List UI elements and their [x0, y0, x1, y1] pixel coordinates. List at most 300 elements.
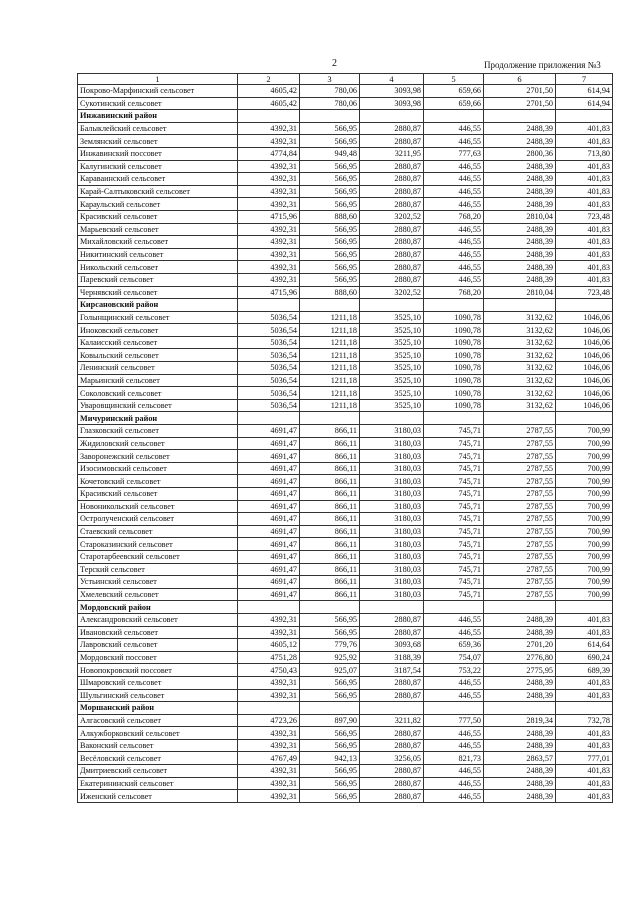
empty-cell: [360, 412, 424, 425]
value-cell: 4392,31: [238, 613, 300, 626]
table-row: [78, 349, 613, 362]
value-cell: 777,50: [424, 714, 484, 727]
value-cell: 2488,39: [484, 223, 556, 236]
value-cell: 2880,87: [360, 790, 424, 803]
value-cell: 446,55: [424, 198, 484, 211]
value-cell: 700,99: [556, 437, 613, 450]
value-cell: 401,83: [556, 185, 613, 198]
value-cell: 2787,55: [484, 538, 556, 551]
value-cell: 1046,06: [556, 387, 613, 400]
value-cell: 2488,39: [484, 739, 556, 752]
value-cell: 566,95: [300, 261, 360, 274]
value-cell: 566,95: [300, 765, 360, 778]
value-cell: 754,07: [424, 651, 484, 664]
value-cell: 2787,55: [484, 550, 556, 563]
value-cell: 2488,39: [484, 198, 556, 211]
table-row: [78, 198, 613, 211]
value-cell: 1090,78: [424, 387, 484, 400]
value-cell: 2488,39: [484, 173, 556, 186]
value-cell: 777,01: [556, 752, 613, 765]
value-cell: 4392,31: [238, 173, 300, 186]
empty-cell: [556, 702, 613, 715]
value-cell: 2787,55: [484, 450, 556, 463]
value-cell: 659,36: [424, 639, 484, 652]
value-cell: 2488,39: [484, 160, 556, 173]
municipality-name: Заворонежский сельсовет: [78, 450, 238, 463]
municipality-name: Красивский сельсовет: [78, 210, 238, 223]
value-cell: 3525,10: [360, 362, 424, 375]
value-cell: 446,55: [424, 626, 484, 639]
municipality-name: Ленинский сельсовет: [78, 362, 238, 375]
value-cell: 2880,87: [360, 613, 424, 626]
value-cell: 3202,52: [360, 286, 424, 299]
table-row: [78, 689, 613, 702]
value-cell: 659,66: [424, 85, 484, 98]
value-cell: 897,90: [300, 714, 360, 727]
value-cell: 2880,87: [360, 727, 424, 740]
value-cell: 5036,54: [238, 362, 300, 375]
empty-cell: [360, 702, 424, 715]
value-cell: 745,71: [424, 437, 484, 450]
municipality-name: Паревский сельсовет: [78, 273, 238, 286]
value-cell: 3132,62: [484, 399, 556, 412]
table-body: [78, 74, 613, 803]
value-cell: 4691,47: [238, 462, 300, 475]
municipality-name: Инжавинский поссовет: [78, 147, 238, 160]
value-cell: 4691,47: [238, 550, 300, 563]
value-cell: 2880,87: [360, 122, 424, 135]
value-cell: 614,64: [556, 639, 613, 652]
value-cell: 3525,10: [360, 387, 424, 400]
municipality-name: Чернявский сельсовет: [78, 286, 238, 299]
value-cell: 3180,03: [360, 475, 424, 488]
value-cell: 401,83: [556, 160, 613, 173]
value-cell: 2787,55: [484, 576, 556, 589]
municipality-name: Кочетовский сельсовет: [78, 475, 238, 488]
table-row: [78, 777, 613, 790]
empty-cell: [360, 601, 424, 614]
continuation-label: Продолжение приложения №3: [484, 60, 601, 70]
value-cell: 1211,18: [300, 387, 360, 400]
table-row: [78, 160, 613, 173]
value-cell: 779,76: [300, 639, 360, 652]
municipality-name: Ваконский сельсовет: [78, 739, 238, 752]
value-cell: 768,20: [424, 210, 484, 223]
table-row: [78, 261, 613, 274]
municipality-name: Староказинский сельсовет: [78, 538, 238, 551]
table-row: [78, 588, 613, 601]
table-row: [78, 513, 613, 526]
table-row: [78, 324, 613, 337]
value-cell: 866,11: [300, 488, 360, 501]
value-cell: 700,99: [556, 563, 613, 576]
value-cell: 700,99: [556, 500, 613, 513]
value-cell: 5036,54: [238, 387, 300, 400]
value-cell: 866,11: [300, 588, 360, 601]
value-cell: 5036,54: [238, 399, 300, 412]
municipality-name: Мордовский поссовет: [78, 651, 238, 664]
value-cell: 4392,31: [238, 198, 300, 211]
value-cell: 700,99: [556, 513, 613, 526]
value-cell: 2880,87: [360, 185, 424, 198]
value-cell: 3525,10: [360, 399, 424, 412]
table-row: [78, 135, 613, 148]
value-cell: 446,55: [424, 236, 484, 249]
empty-cell: [556, 110, 613, 123]
value-cell: 3180,03: [360, 488, 424, 501]
value-cell: 2776,80: [484, 651, 556, 664]
value-cell: 2880,87: [360, 198, 424, 211]
municipality-name: Алгасовский сельсовет: [78, 714, 238, 727]
column-header: 6: [484, 74, 556, 85]
value-cell: 2488,39: [484, 135, 556, 148]
value-cell: 401,83: [556, 173, 613, 186]
value-cell: 866,11: [300, 563, 360, 576]
value-cell: 566,95: [300, 122, 360, 135]
value-cell: 745,71: [424, 488, 484, 501]
appendix-table: [77, 73, 613, 803]
table-row: [78, 122, 613, 135]
empty-cell: [424, 702, 484, 715]
value-cell: 3132,62: [484, 311, 556, 324]
table-row: [78, 362, 613, 375]
value-cell: 1090,78: [424, 311, 484, 324]
table-row: [78, 223, 613, 236]
value-cell: 4392,31: [238, 248, 300, 261]
value-cell: 745,71: [424, 425, 484, 438]
empty-cell: [360, 299, 424, 312]
municipality-name: Устьинский сельсовет: [78, 576, 238, 589]
value-cell: 446,55: [424, 613, 484, 626]
value-cell: 4392,31: [238, 236, 300, 249]
value-cell: 2488,39: [484, 248, 556, 261]
table-row: [78, 626, 613, 639]
empty-cell: [300, 299, 360, 312]
value-cell: 866,11: [300, 425, 360, 438]
municipality-name: Стаевский сельсовет: [78, 525, 238, 538]
value-cell: 1211,18: [300, 349, 360, 362]
empty-cell: [484, 110, 556, 123]
empty-cell: [556, 601, 613, 614]
value-cell: 4605,42: [238, 97, 300, 110]
table-row: [78, 500, 613, 513]
value-cell: 745,71: [424, 450, 484, 463]
table-row: [78, 147, 613, 160]
municipality-name: Дмитриевский сельсовет: [78, 765, 238, 778]
value-cell: 401,83: [556, 261, 613, 274]
value-cell: 401,83: [556, 765, 613, 778]
value-cell: 3180,03: [360, 462, 424, 475]
value-cell: 1090,78: [424, 336, 484, 349]
table-row: [78, 475, 613, 488]
value-cell: 2880,87: [360, 173, 424, 186]
value-cell: 2787,55: [484, 475, 556, 488]
value-cell: 2488,39: [484, 236, 556, 249]
table-row: [78, 85, 613, 98]
value-cell: 1046,06: [556, 324, 613, 337]
district-row: [78, 299, 613, 312]
municipality-name: Новопокровский поссовет: [78, 664, 238, 677]
value-cell: 4691,47: [238, 525, 300, 538]
municipality-name: Шмаровский сельсовет: [78, 676, 238, 689]
column-header: 3: [300, 74, 360, 85]
value-cell: 2787,55: [484, 462, 556, 475]
municipality-name: Михайловский сельсовет: [78, 236, 238, 249]
municipality-name: Калаисский сельсовет: [78, 336, 238, 349]
value-cell: 3180,03: [360, 450, 424, 463]
value-cell: 2787,55: [484, 425, 556, 438]
value-cell: 5036,54: [238, 349, 300, 362]
district-name: Кирсановский район: [78, 299, 238, 312]
empty-cell: [300, 110, 360, 123]
value-cell: 4392,31: [238, 727, 300, 740]
value-cell: 700,99: [556, 588, 613, 601]
value-cell: 446,55: [424, 173, 484, 186]
column-header: 1: [78, 74, 238, 85]
value-cell: 3180,03: [360, 576, 424, 589]
value-cell: 401,83: [556, 273, 613, 286]
empty-cell: [556, 412, 613, 425]
value-cell: 777,63: [424, 147, 484, 160]
table-row: [78, 790, 613, 803]
table-row: [78, 765, 613, 778]
value-cell: 2488,39: [484, 689, 556, 702]
table-row: [78, 425, 613, 438]
value-cell: 3525,10: [360, 336, 424, 349]
value-cell: 401,83: [556, 236, 613, 249]
value-cell: 566,95: [300, 160, 360, 173]
municipality-name: Весёловский сельсовет: [78, 752, 238, 765]
value-cell: 4392,31: [238, 160, 300, 173]
table-row: [78, 336, 613, 349]
value-cell: 2787,55: [484, 500, 556, 513]
value-cell: 753,22: [424, 664, 484, 677]
municipality-name: Иженский сельсовет: [78, 790, 238, 803]
value-cell: 4605,42: [238, 85, 300, 98]
empty-cell: [484, 702, 556, 715]
table-row: [78, 210, 613, 223]
value-cell: 700,99: [556, 488, 613, 501]
table-row: [78, 273, 613, 286]
value-cell: 2488,39: [484, 676, 556, 689]
value-cell: 2787,55: [484, 488, 556, 501]
value-cell: 446,55: [424, 765, 484, 778]
municipality-name: Караульский сельсовет: [78, 198, 238, 211]
value-cell: 3180,03: [360, 513, 424, 526]
value-cell: 949,48: [300, 147, 360, 160]
value-cell: 446,55: [424, 727, 484, 740]
value-cell: 401,83: [556, 689, 613, 702]
value-cell: 566,95: [300, 676, 360, 689]
value-cell: 3202,52: [360, 210, 424, 223]
value-cell: 3256,05: [360, 752, 424, 765]
municipality-name: Никитинский сельсовет: [78, 248, 238, 261]
municipality-name: Сукотинский сельсовет: [78, 97, 238, 110]
value-cell: 2880,87: [360, 689, 424, 702]
empty-cell: [300, 412, 360, 425]
municipality-name: Уваровщинский сельсовет: [78, 399, 238, 412]
value-cell: 2488,39: [484, 122, 556, 135]
value-cell: 3093,68: [360, 639, 424, 652]
value-cell: 2880,87: [360, 765, 424, 778]
value-cell: 866,11: [300, 462, 360, 475]
value-cell: 2701,20: [484, 639, 556, 652]
empty-cell: [484, 601, 556, 614]
value-cell: 401,83: [556, 676, 613, 689]
value-cell: 3132,62: [484, 336, 556, 349]
value-cell: 446,55: [424, 273, 484, 286]
municipality-name: Хмелевский сельсовет: [78, 588, 238, 601]
value-cell: 5036,54: [238, 374, 300, 387]
value-cell: 446,55: [424, 777, 484, 790]
district-row: [78, 702, 613, 715]
value-cell: 4691,47: [238, 538, 300, 551]
value-cell: 446,55: [424, 739, 484, 752]
value-cell: 2880,87: [360, 626, 424, 639]
municipality-name: Иноковский сельсовет: [78, 324, 238, 337]
value-cell: 4723,26: [238, 714, 300, 727]
value-cell: 446,55: [424, 185, 484, 198]
value-cell: 1090,78: [424, 374, 484, 387]
value-cell: 401,83: [556, 613, 613, 626]
value-cell: 566,95: [300, 613, 360, 626]
value-cell: 4392,31: [238, 739, 300, 752]
value-cell: 4691,47: [238, 437, 300, 450]
value-cell: 1211,18: [300, 374, 360, 387]
value-cell: 566,95: [300, 777, 360, 790]
table-row: [78, 311, 613, 324]
value-cell: 1090,78: [424, 362, 484, 375]
value-cell: 4392,31: [238, 676, 300, 689]
empty-cell: [424, 601, 484, 614]
value-cell: 4715,96: [238, 286, 300, 299]
value-cell: 566,95: [300, 185, 360, 198]
value-cell: 1090,78: [424, 349, 484, 362]
value-cell: 925,07: [300, 664, 360, 677]
value-cell: 4392,31: [238, 185, 300, 198]
value-cell: 866,11: [300, 437, 360, 450]
value-cell: 3525,10: [360, 324, 424, 337]
value-cell: 3180,03: [360, 588, 424, 601]
value-cell: 2488,39: [484, 613, 556, 626]
header-row: [78, 74, 613, 85]
table-row: [78, 97, 613, 110]
value-cell: 566,95: [300, 727, 360, 740]
municipality-name: Терский сельсовет: [78, 563, 238, 576]
table-row: [78, 286, 613, 299]
empty-cell: [300, 702, 360, 715]
value-cell: 1046,06: [556, 399, 613, 412]
value-cell: 566,95: [300, 198, 360, 211]
value-cell: 5036,54: [238, 336, 300, 349]
empty-cell: [424, 412, 484, 425]
value-cell: 3180,03: [360, 550, 424, 563]
value-cell: 866,11: [300, 550, 360, 563]
value-cell: 4691,47: [238, 475, 300, 488]
value-cell: 446,55: [424, 676, 484, 689]
value-cell: 2863,57: [484, 752, 556, 765]
value-cell: 745,71: [424, 576, 484, 589]
value-cell: 866,11: [300, 513, 360, 526]
value-cell: 866,11: [300, 475, 360, 488]
value-cell: 446,55: [424, 790, 484, 803]
municipality-name: Марьевский сельсовет: [78, 223, 238, 236]
column-header: 7: [556, 74, 613, 85]
value-cell: 401,83: [556, 626, 613, 639]
value-cell: 866,11: [300, 538, 360, 551]
table-row: [78, 651, 613, 664]
column-header: 2: [238, 74, 300, 85]
value-cell: 2787,55: [484, 525, 556, 538]
value-cell: 3525,10: [360, 349, 424, 362]
value-cell: 723,48: [556, 210, 613, 223]
municipality-name: Марьинский сельсовет: [78, 374, 238, 387]
value-cell: 2787,55: [484, 437, 556, 450]
table-row: [78, 387, 613, 400]
value-cell: 2880,87: [360, 135, 424, 148]
table-row: [78, 563, 613, 576]
empty-cell: [238, 412, 300, 425]
value-cell: 2701,50: [484, 85, 556, 98]
value-cell: 3180,03: [360, 563, 424, 576]
value-cell: 745,71: [424, 538, 484, 551]
value-cell: 4691,47: [238, 576, 300, 589]
value-cell: 866,11: [300, 450, 360, 463]
value-cell: 2488,39: [484, 626, 556, 639]
value-cell: 2488,39: [484, 261, 556, 274]
value-cell: 1211,18: [300, 311, 360, 324]
empty-cell: [238, 601, 300, 614]
table-row: [78, 185, 613, 198]
empty-cell: [360, 110, 424, 123]
value-cell: 446,55: [424, 689, 484, 702]
column-header: 5: [424, 74, 484, 85]
value-cell: 2488,39: [484, 765, 556, 778]
value-cell: 2880,87: [360, 261, 424, 274]
value-cell: 2488,39: [484, 185, 556, 198]
empty-cell: [556, 299, 613, 312]
table-row: [78, 739, 613, 752]
value-cell: 3180,03: [360, 525, 424, 538]
value-cell: 446,55: [424, 248, 484, 261]
table-row: [78, 450, 613, 463]
value-cell: 4392,31: [238, 273, 300, 286]
value-cell: 745,71: [424, 500, 484, 513]
value-cell: 401,83: [556, 248, 613, 261]
value-cell: 4750,43: [238, 664, 300, 677]
table-row: [78, 613, 613, 626]
value-cell: 401,83: [556, 727, 613, 740]
value-cell: 4691,47: [238, 500, 300, 513]
value-cell: 768,20: [424, 286, 484, 299]
municipality-name: Балыклейский сельсовет: [78, 122, 238, 135]
value-cell: 4691,47: [238, 588, 300, 601]
value-cell: 780,06: [300, 97, 360, 110]
value-cell: 4715,96: [238, 210, 300, 223]
value-cell: 566,95: [300, 790, 360, 803]
value-cell: 866,11: [300, 525, 360, 538]
value-cell: 2787,55: [484, 563, 556, 576]
value-cell: 745,71: [424, 513, 484, 526]
value-cell: 2800,36: [484, 147, 556, 160]
value-cell: 2819,34: [484, 714, 556, 727]
municipality-name: Ивановский сельсовет: [78, 626, 238, 639]
district-row: [78, 412, 613, 425]
value-cell: 1211,18: [300, 399, 360, 412]
value-cell: 3187,54: [360, 664, 424, 677]
district-name: Моршанский район: [78, 702, 238, 715]
district-name: Мордовский район: [78, 601, 238, 614]
